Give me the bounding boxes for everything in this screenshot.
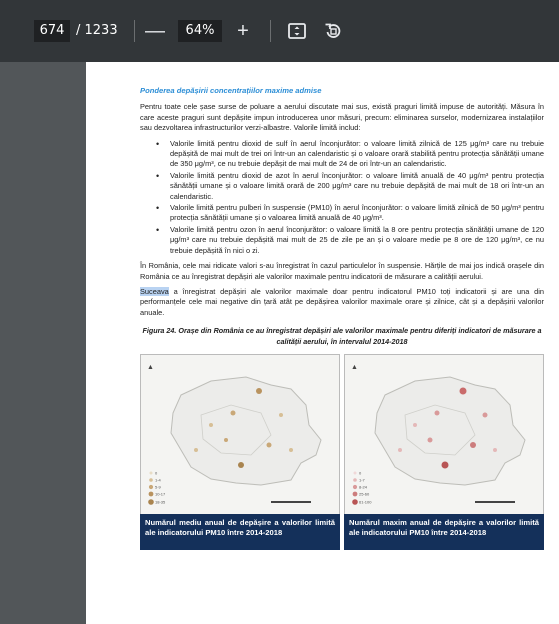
zoom-level-input[interactable]: 64% <box>178 20 222 42</box>
list-item: • Valorile limită pentru dioxid de azot în aerul înconjurător: o valoare limită anuală de 40 μg/m³ pentru protecția sănătății umane și o valoare limită orară de 200 μg/m³ care nu trebuie depășită de mai mult de 18 ori într-un an calendaristic. <box>170 171 544 202</box>
section-heading: Ponderea depășirii concentrațiilor maxime admise <box>140 86 322 95</box>
highlighted-word[interactable]: Suceava <box>140 286 169 296</box>
legend-label: 1-7 <box>359 477 365 483</box>
legend-label: 5-9 <box>155 484 161 490</box>
list-item: • Valorile limită pentru dioxid de sulf în aerul înconjurător: o valoare limită zilnică de 125 μg/m³ care nu trebuie depășită de mai mult de trei ori într-un an calendaristic și o valoare orară stabilită pentru protecția sănătății umane de 350 μg/m³, ce nu trebuie depășit de mai mult de 24 de ori într-un an calendaristic. <box>170 139 544 170</box>
legend-label: 0 <box>155 470 158 476</box>
paragraph-text: a înregistrat depășiri ale valorilor maximale doar pentru indicatorul PM10 toți indicatorii și are una din performanțele cele mai negative din țară atât pe depășirea valorilor maximale orare și zilnice, cât și a depășirii valorilor anuale. <box>140 286 544 317</box>
legend-label: 10-17 <box>155 491 166 497</box>
intro-paragraph: Pentru toate cele șase surse de poluare a aerului discutate mai sus, există praguri limită impuse de autorități. Măsura în care aceste praguri sunt depășite impun introducerea unor măsuri, precum: eliminarea surselor, modernizarea instalațiilor sau dezvoltarea infrastructurilor verzi-albastre. Valorile limită includ: <box>140 102 544 133</box>
map-caption-left: Numărul mediu anual de depășire a valorilor limită ale indicatorului PM10 între 2014-2018 <box>140 514 340 550</box>
legend-label: 0 <box>359 470 362 476</box>
legend-label: 8-24 <box>359 484 368 490</box>
toolbar-divider <box>134 20 135 42</box>
figure-maps <box>140 354 544 550</box>
list-item: • Valorile limită pentru pulberi în suspensie (PM10) în aerul înconjurător: o valoare limită zilnică de 50 μg/m³ pentru protecția sănătății umane și o valoarea limită anuală de 40 μg/m³. <box>170 203 544 224</box>
fit-page-icon <box>287 21 307 41</box>
romania-map <box>345 355 543 515</box>
legend-label: 61-100 <box>359 499 372 505</box>
fit-page-button[interactable] <box>282 16 312 46</box>
figure-caption: Figura 24. Orașe din România ce au înregistrat depășiri ale valorilor maximale pentru diferiți indicatori de măsurare a calității aerului, în intervalul 2014-2018 <box>142 326 542 346</box>
map-caption-right: Numărul maxim anual de depășire a valorilor limită ale indicatorului PM10 între 2014-2018 <box>344 514 544 550</box>
legend-label: 1-4 <box>155 477 161 483</box>
list-item: • Valorile limită pentru ozon în aerul înconjurător: o valoare limită la 8 ore pentru protecția sănătății umane de 120 μg/m³ care nu trebuie depășită mai mult de 25 de zile pe an și o valoare medie pe 8 ore de 120 μg/m³, ce nu trebuie depășită în nici o zi. <box>170 225 544 256</box>
suceava-paragraph <box>140 287 544 318</box>
document-body <box>140 86 544 550</box>
page-number-input[interactable]: 674 <box>34 20 70 42</box>
north-arrow-icon: ▲ <box>147 363 154 371</box>
legend-label: 18-35 <box>155 499 166 505</box>
scale-bar <box>475 501 515 503</box>
legend-label: 25-60 <box>359 491 370 497</box>
toolbar-divider <box>270 20 271 42</box>
limit-values-list <box>140 139 544 256</box>
romania-paragraph: În România, cele mai ridicate valori s-au înregistrat în cazul particulelor în suspensie. Hărțile de mai jos indică orașele din România ce au înregistrat depășiri ale valorilor maximale pentru indicatorii de măsurare a calității aerului. <box>140 261 544 281</box>
zoom-in-button[interactable]: + <box>237 20 249 42</box>
page-total: / 1233 <box>76 23 118 38</box>
rotate-button[interactable] <box>318 16 348 46</box>
map-average-exceedances <box>140 354 340 516</box>
rotate-icon <box>323 21 343 41</box>
map-max-exceedances <box>344 354 544 516</box>
romania-map <box>141 355 339 515</box>
pdf-page <box>86 62 559 624</box>
scale-bar <box>271 501 311 503</box>
pdf-toolbar <box>0 0 559 62</box>
north-arrow-icon: ▲ <box>351 363 358 371</box>
zoom-out-button[interactable]: — <box>145 20 165 42</box>
